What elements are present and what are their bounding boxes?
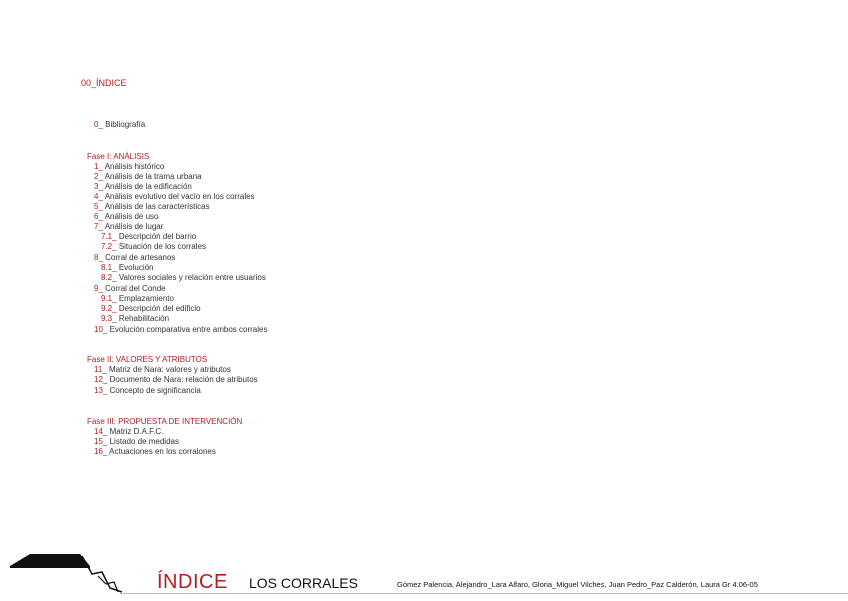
- toc-entry: [94, 325, 267, 335]
- toc-entry: [94, 162, 164, 172]
- toc-entry-number: 9.1_: [101, 294, 117, 303]
- section-heading: [87, 355, 207, 365]
- toc-entry-number: 13_: [94, 386, 108, 395]
- toc-entry: [101, 304, 201, 314]
- toc-entry: [94, 222, 163, 232]
- section-heading-label: Fase I: ANÁLISIS: [87, 152, 150, 161]
- toc-entry-number: 8.2_: [101, 273, 117, 282]
- logo: [10, 546, 125, 601]
- toc-entry-number: 9.2_: [101, 304, 117, 313]
- toc-entry-label: Corral de artesanos: [105, 253, 176, 262]
- toc-entry-label: Concepto de significancia: [109, 386, 201, 395]
- toc-entry-label: Emplazamiento: [118, 294, 174, 303]
- toc-entry-number: 7.1_: [101, 232, 117, 241]
- toc-entry: [94, 437, 179, 447]
- toc-entry-number: 7.2_: [101, 242, 117, 251]
- footer-project-name: LOS CORRALES: [249, 575, 358, 591]
- toc-entry: [101, 263, 154, 273]
- page-title: 00_ÍNDICE: [81, 78, 127, 88]
- toc-entry-number: 15_: [94, 437, 108, 446]
- toc-entry-label: Corral del Conde: [105, 284, 166, 293]
- section-heading-label: Fase II: VALORES Y ATRIBUTOS: [87, 355, 208, 364]
- toc-entry-label: Análisis histórico: [104, 162, 165, 171]
- toc-entry-label: Valores sociales y relación entre usuarios: [118, 273, 266, 282]
- toc-entry: [101, 273, 266, 283]
- toc-entry-label: Análisis de la trama urbana: [104, 172, 202, 181]
- toc-entry-label: Análisis de la edificación: [104, 182, 192, 191]
- section-heading: [87, 152, 149, 162]
- toc-entry-number: 7_: [94, 222, 103, 231]
- toc-entry-label: Documento de Nara: relación de atributos: [109, 375, 258, 384]
- toc-entry-number: 9.3_: [101, 314, 117, 323]
- toc-entry-number: 8_: [94, 253, 103, 262]
- footer-divider: [120, 593, 848, 594]
- toc-entry: [94, 365, 231, 375]
- toc-entry-label: Listado de medidas: [109, 437, 179, 446]
- toc-entry: [101, 232, 196, 242]
- toc-entry-number: 8.1_: [101, 263, 117, 272]
- toc-entry: [94, 202, 210, 212]
- toc-entry-label: Descripción del edificio: [118, 304, 201, 313]
- toc-entry: [94, 253, 175, 263]
- section-heading: [87, 417, 242, 427]
- toc-entry-label: Bibliografía: [105, 120, 146, 129]
- toc-entry: [94, 375, 258, 385]
- section-heading-label: Fase III: PROPUESTA DE INTERVENCIÓN: [87, 417, 243, 426]
- toc-entry-number: 16_: [94, 447, 108, 456]
- toc-entry: [94, 427, 163, 437]
- toc-entry-number: 2_: [94, 172, 103, 181]
- toc-entry-label: Actuaciones en los corralones: [109, 447, 216, 456]
- toc-entry-number: 11_: [94, 365, 107, 374]
- toc-entry-label: Situación de los corrales: [118, 242, 206, 251]
- toc-entry: [101, 314, 169, 324]
- toc-entry-number: 6_: [94, 212, 103, 221]
- toc-entry: [94, 120, 145, 130]
- toc-entry-number: 3_: [94, 182, 103, 191]
- toc-entry-number: 10_: [94, 325, 108, 334]
- toc-entry-label: Evolución: [118, 263, 154, 272]
- toc-entry: [94, 182, 192, 192]
- toc-entry-label: Análisis de las características: [104, 202, 210, 211]
- footer-authors: Gómez Palencia, Alejandro_Lara Alfaro, Gloria_Miguel Vilches, Juan Pedro_Paz Calderón, Laura Gr 4.06-05: [397, 580, 758, 589]
- toc-entry: [94, 447, 216, 457]
- toc-entry: [101, 294, 174, 304]
- toc-entry-number: 14_: [94, 427, 108, 436]
- toc-entry-label: Análisis de lugar: [104, 222, 164, 231]
- toc-entry-label: Evolución comparativa entre ambos corrales: [109, 325, 268, 334]
- toc-entry: [94, 212, 159, 222]
- toc-entry-number: 0_: [94, 120, 103, 129]
- toc-entry: [94, 172, 202, 182]
- toc-entry-number: 9_: [94, 284, 103, 293]
- toc-entry-label: Análisis de uso: [104, 212, 159, 221]
- toc-entry-label: Descripción del barrio: [118, 232, 197, 241]
- toc-entry: [94, 386, 201, 396]
- toc-entry-number: 12_: [94, 375, 108, 384]
- toc-entry-label: Análisis evolutivo del vacío en los corrales: [104, 192, 255, 201]
- toc-entry: [94, 284, 166, 294]
- toc-entry-number: 5_: [94, 202, 103, 211]
- toc-entry: [94, 192, 255, 202]
- toc-entry-number: 4_: [94, 192, 103, 201]
- toc-entry-label: Matriz D.A.F.C.: [109, 427, 164, 436]
- toc-entry-number: 1_: [94, 162, 103, 171]
- toc-entry-label: Rehabilitación: [118, 314, 170, 323]
- toc-entry-label: Matriz de Nara: valores y atributos: [109, 365, 231, 374]
- toc-entry: [101, 242, 206, 252]
- footer-title: ÍNDICE: [157, 571, 228, 593]
